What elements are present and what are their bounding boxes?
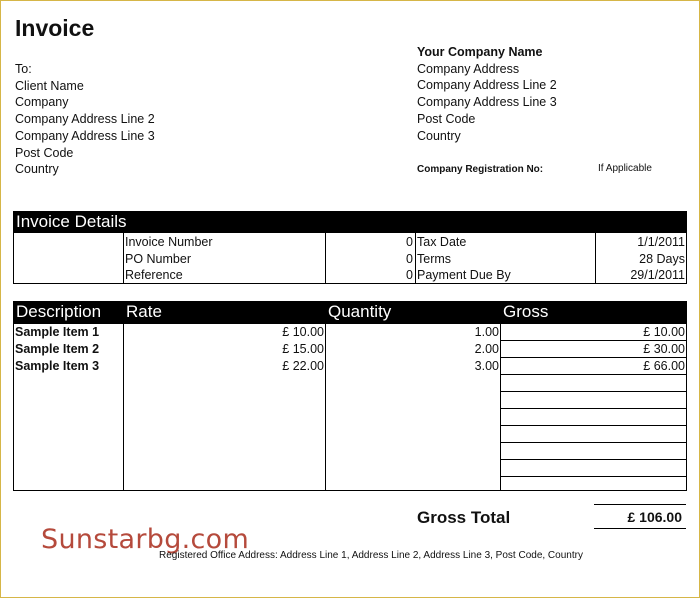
item-description: Sample Item 2 [15, 342, 100, 356]
company-name: Your Company Name [417, 45, 543, 59]
registration-value: If Applicable [598, 163, 652, 174]
client-country: Country [15, 162, 59, 177]
payment-due-value: 29/1/2011 [630, 268, 685, 282]
terms-label: Terms [417, 252, 452, 266]
reference-label: Reference [125, 268, 183, 282]
tax-date-label: Tax Date [417, 235, 467, 249]
item-description: Sample Item 3 [15, 359, 100, 373]
company-address-block [417, 44, 557, 144]
item-gross: £ 66.00 [643, 359, 685, 373]
items-table-header [13, 301, 687, 323]
rate-column-header: Rate [126, 302, 162, 321]
item-description: Sample Item 1 [15, 325, 100, 339]
details-divider [123, 233, 124, 283]
company-address-line-3: Company Address Line 3 [417, 95, 557, 110]
watermark-logo: Sunstarbg.com [41, 524, 250, 555]
items-table [13, 323, 687, 491]
client-address-line-3: Company Address Line 3 [15, 128, 155, 143]
client-company: Company [15, 95, 69, 110]
company-address-line-2: Company Address Line 2 [417, 78, 557, 93]
registered-office-footer: Registered Office Address: Address Line 1, Address Line 2, Address Line 3, Post Code, Country [159, 550, 583, 561]
gross-row-line [501, 425, 687, 426]
client-address-line-2: Company Address Line 2 [15, 112, 155, 127]
po-number-value: 0 [406, 252, 413, 266]
invoice-details-table [13, 232, 687, 284]
invoice-number-label: Invoice Number [125, 235, 213, 249]
company-address: Company Address [417, 61, 520, 76]
client-heading: To: [15, 62, 32, 76]
gross-row-line [501, 459, 687, 460]
item-quantity: 2.00 [474, 342, 499, 356]
item-rate: £ 22.00 [282, 359, 324, 373]
gross-row-line [501, 408, 687, 409]
item-gross: £ 30.00 [643, 342, 685, 356]
tax-date-value: 1/1/2011 [637, 235, 685, 249]
invoice-details-header: Invoice Details [13, 211, 687, 232]
client-post-code: Post Code [15, 145, 74, 160]
details-divider [325, 233, 326, 283]
company-country: Country [417, 128, 461, 143]
column-divider [325, 324, 326, 490]
reference-value: 0 [406, 268, 413, 282]
client-name: Client Name [15, 78, 84, 93]
company-post-code: Post Code [417, 111, 476, 126]
payment-due-label: Payment Due By [417, 268, 511, 282]
item-gross: £ 10.00 [643, 325, 685, 339]
gross-total-label: Gross Total [417, 508, 511, 527]
gross-total-value: £ 106.00 [594, 504, 686, 529]
column-divider [500, 324, 501, 490]
po-number-label: PO Number [125, 252, 191, 266]
gross-row-line [501, 442, 687, 443]
gross-row-line [501, 476, 687, 477]
item-rate: £ 15.00 [282, 342, 324, 356]
quantity-column-header: Quantity [328, 302, 392, 321]
invoice-title: Invoice [15, 15, 95, 41]
description-column-header: Description [16, 302, 102, 321]
gross-column-header: Gross [503, 302, 549, 321]
item-quantity: 1.00 [474, 325, 499, 339]
column-divider [123, 324, 124, 490]
item-quantity: 3.00 [474, 359, 499, 373]
registration-label: Company Registration No: [417, 164, 544, 175]
gross-row-line [501, 391, 687, 392]
invoice-number-value: 0 [406, 235, 413, 249]
terms-value: 28 Days [639, 252, 685, 266]
details-divider [415, 233, 416, 283]
client-address-block [15, 61, 155, 178]
details-divider [595, 233, 596, 283]
item-rate: £ 10.00 [282, 325, 324, 339]
